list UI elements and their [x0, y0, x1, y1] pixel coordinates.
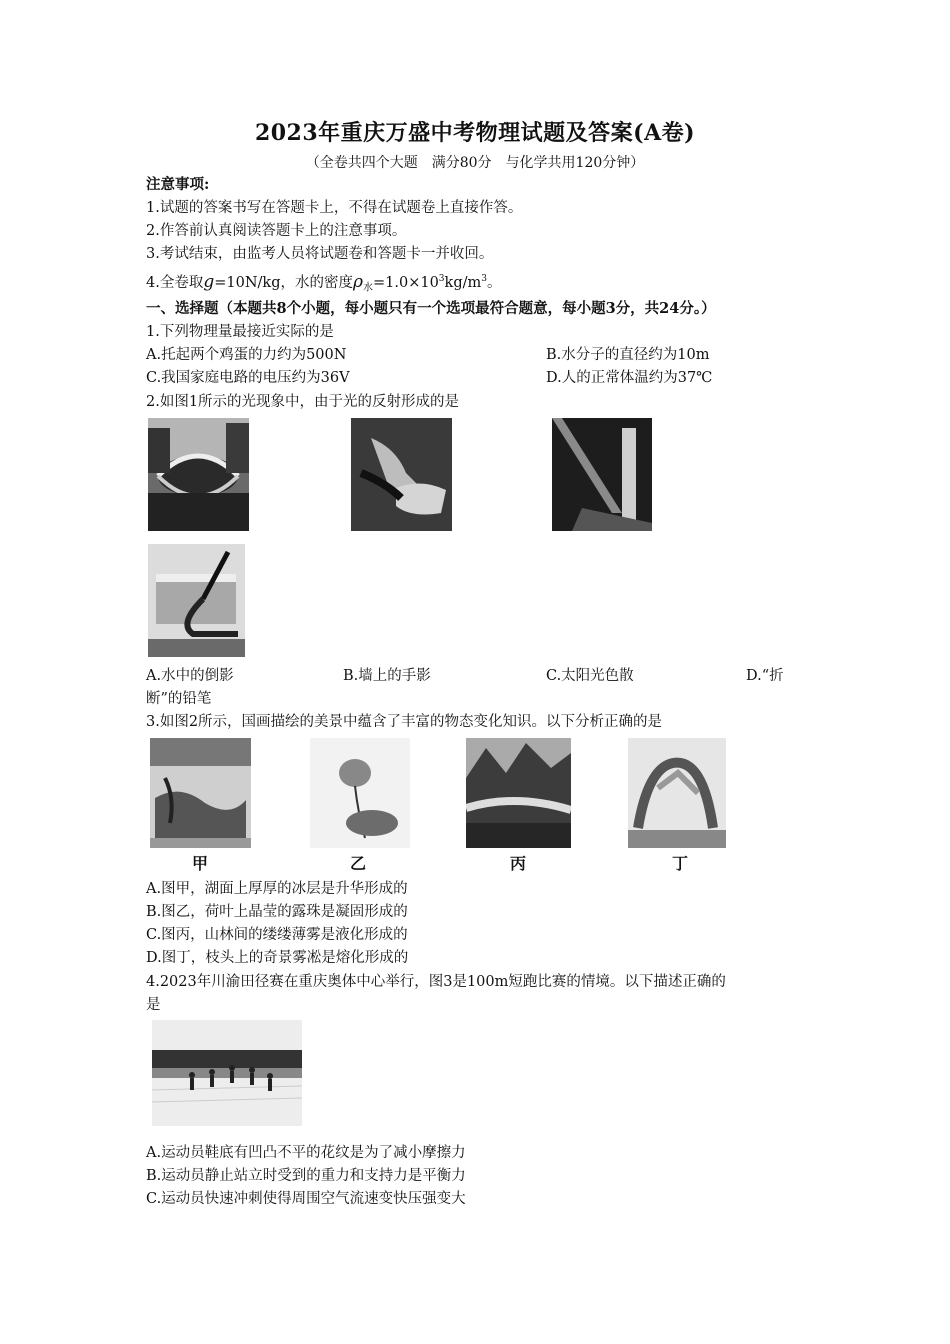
- notice-heading: 注意事项:: [146, 176, 210, 193]
- q2-option-d-line2: 断”的铅笔: [146, 691, 212, 707]
- notice-item-4: 4.全卷取g=10N/kg，水的密度$\rho_水=1.0\times 10^3kg/m^3$。: [146, 271, 502, 294]
- figure-sprint-race: [152, 1020, 302, 1126]
- q1-option-b: B.水分子的直径约为10m: [546, 347, 710, 363]
- notice-item-2: 2.作答前认真阅读答题卡上的注意事项。: [146, 223, 407, 239]
- figure-caption-bing: 丙: [509, 854, 526, 873]
- q1-option-a: A.托起两个鸡蛋的力约为500N: [146, 347, 347, 363]
- figure-bent-pencil: [148, 544, 245, 657]
- q2-option-b: B.墙上的手影: [343, 668, 431, 684]
- figure-caption-ding: 丁: [671, 854, 688, 873]
- figure-painting-yi: [310, 738, 410, 848]
- figure-reflection-bridge: [148, 418, 249, 531]
- figure-painting-bing: [466, 738, 571, 848]
- q2-stem: 2.如图1所示的光现象中，由于光的反射形成的是: [146, 394, 460, 410]
- q3-option-a: A.图甲，湖面上厚厚的冰层是升华形成的: [146, 881, 408, 897]
- q2-option-d-line1: D.“折: [746, 668, 784, 684]
- q4-option-a: A.运动员鞋底有凹凸不平的花纹是为了减小摩擦力: [146, 1145, 466, 1161]
- q4-stem-line2: 是: [146, 997, 161, 1013]
- q4-option-c: C.运动员快速冲刺使得周围空气流速变快压强变大: [146, 1191, 466, 1207]
- figure-caption-yi: 乙: [349, 854, 366, 873]
- q1-option-d: D.人的正常体温约为37℃: [546, 370, 713, 386]
- page-subtitle: （全卷共四个大题 满分80分 与化学共用120分钟）: [305, 155, 645, 171]
- q2-option-a: A.水中的倒影: [146, 668, 234, 684]
- figure-caption-jia: 甲: [191, 854, 208, 873]
- figure-painting-ding: [628, 738, 726, 848]
- q3-option-d: D.图丁，枝头上的奇景雾凇是熔化形成的: [146, 950, 409, 966]
- q3-option-c: C.图丙，山林间的缕缕薄雾是液化形成的: [146, 927, 408, 943]
- notice-item-1: 1.试题的答案书写在答题卡上，不得在试题卷上直接作答。: [146, 200, 523, 216]
- q2-option-c: C.太阳光色散: [546, 668, 634, 684]
- section-1-heading: 一、选择题（本题共8个小题，每小题只有一个选项最符合题意，每小题3分，共24分。）: [146, 300, 716, 317]
- notice-item-3: 3.考试结束，由监考人员将试题卷和答题卡一并收回。: [146, 246, 494, 262]
- q4-stem-line1: 4.2023年川渝田径赛在重庆奥体中心举行，图3是100m短跑比赛的情境。以下描述正确的: [146, 974, 726, 990]
- q3-option-b: B.图乙，荷叶上晶莹的露珠是凝固形成的: [146, 904, 408, 920]
- q1-stem: 1.下列物理量最接近实际的是: [146, 324, 334, 340]
- q1-option-c: C.我国家庭电路的电压约为36V: [146, 370, 350, 386]
- figure-painting-jia: [150, 738, 251, 848]
- page-title: 2023年重庆万盛中考物理试题及答案(A卷): [254, 120, 696, 146]
- figure-hand-shadow: [351, 418, 452, 531]
- q3-stem: 3.如图2所示，国画描绘的美景中蕴含了丰富的物态变化知识。以下分析正确的是: [146, 714, 663, 730]
- q4-option-b: B.运动员静止站立时受到的重力和支持力是平衡力: [146, 1168, 466, 1184]
- figure-dispersion: [552, 418, 652, 531]
